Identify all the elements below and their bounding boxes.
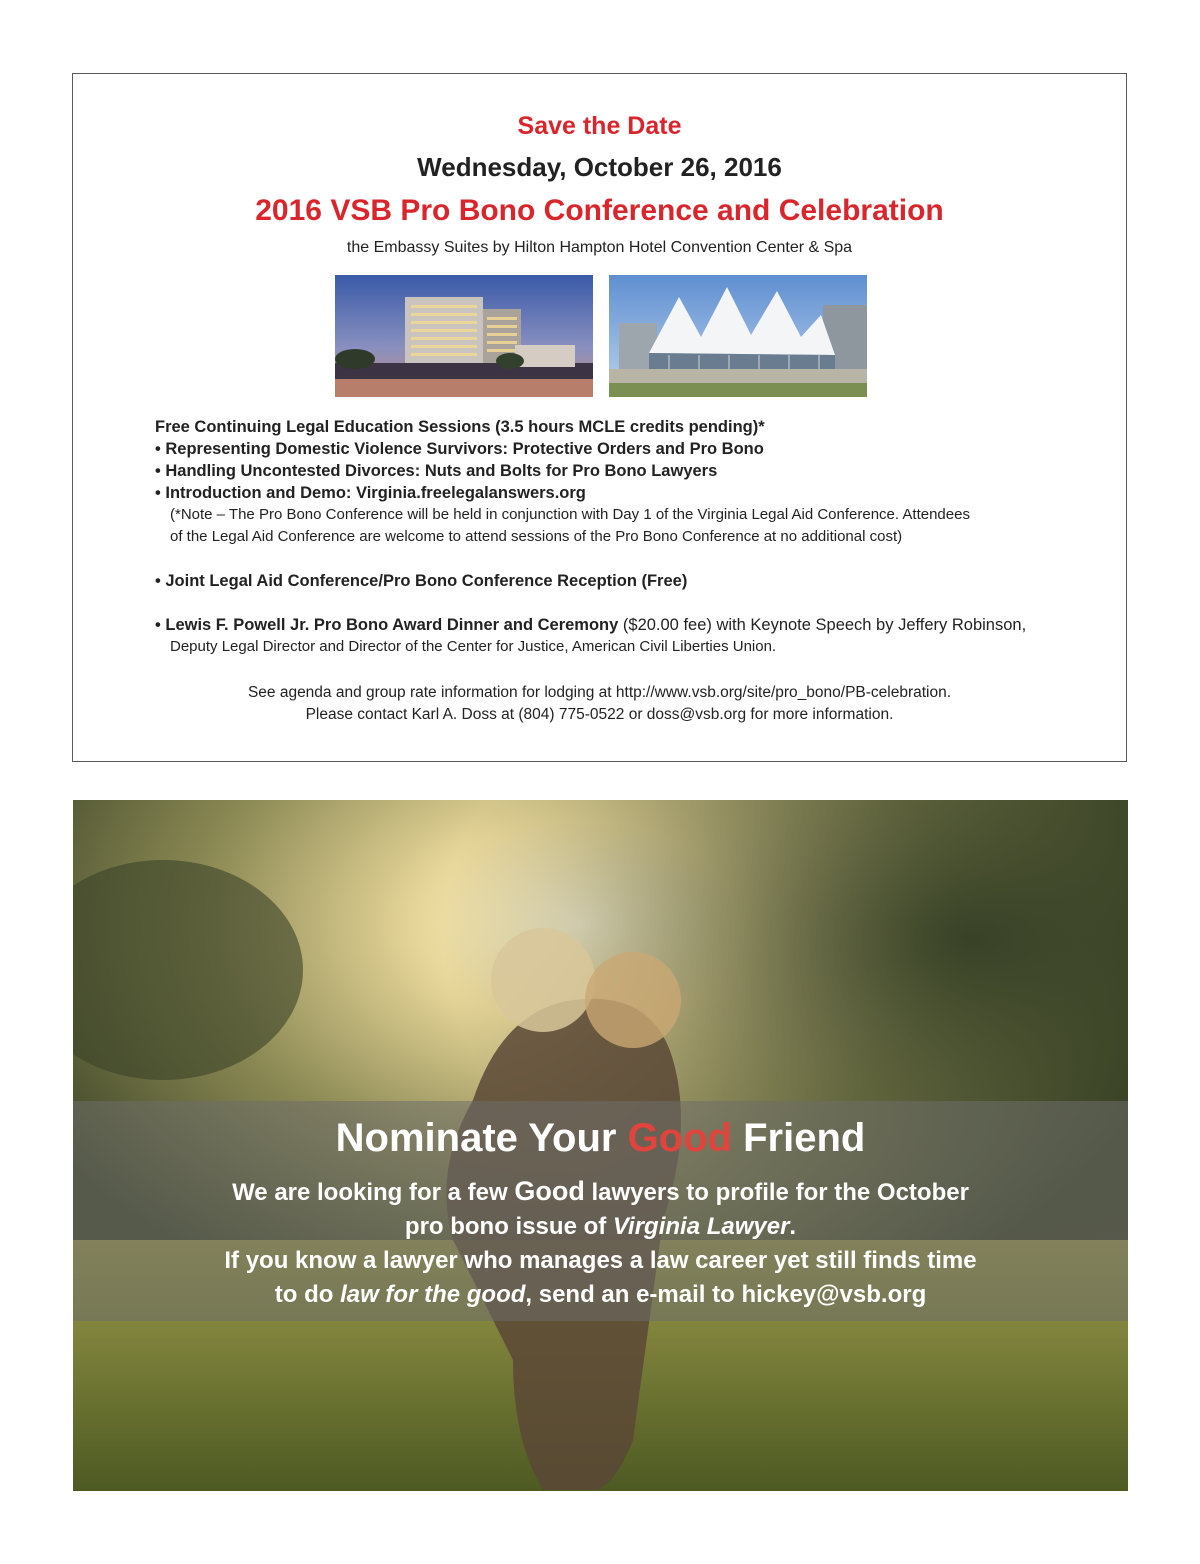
line-text: We are looking for a few [232,1179,515,1206]
save-the-date-card [72,73,1127,762]
venue-line: the Embassy Suites by Hilton Hampton Hotel Convention Center & Spa [346,239,853,256]
line-text: to do [274,1281,341,1308]
nominate-photo-panel [73,800,1128,1491]
heading-text: Nominate Your [335,1116,628,1160]
dinner-line2: Deputy Legal Director and Director of the Center for Justice, American Civil Liberties Union. [170,638,777,655]
nominate-line1 [73,1174,1128,1210]
hotel-photo [335,275,593,397]
line-text: lawyers to profile for the October [584,1179,969,1206]
contact-line: Please contact Karl A. Doss at (804) 775-0522 or doss@vsb.org for more information. [305,706,894,723]
heading-good: Good [627,1116,732,1160]
conference-title: 2016 VSB Pro Bono Conference and Celebration [255,194,944,227]
footer-info [73,682,1126,726]
reception-item: • Joint Legal Aid Conference/Pro Bono Conference Reception (Free) [155,572,688,590]
line-good: Good [514,1176,585,1206]
session-item: • Handling Uncontested Divorces: Nuts and Bolts for Pro Bono Lawyers [155,462,718,480]
nominate-heading [73,1116,1128,1161]
italic-phrase: law for the good [340,1281,526,1308]
note-line: (*Note – The Pro Bono Conference will be held in conjunction with Day 1 of the Virginia Legal Aid Conference. Attendees [170,506,970,523]
event-date: Wednesday, October 26, 2016 [417,152,782,182]
save-the-date-heading: Save the Date [517,112,682,140]
nominate-line4 [73,1278,1128,1312]
session-item: • Representing Domestic Violence Survivors: Protective Orders and Pro Bono [155,440,764,458]
convention-center-photo [609,275,867,397]
sessions-list [155,416,1055,658]
note-line: of the Legal Aid Conference are welcome to attend sessions of the Pro Bono Conference at no additional cost) [170,528,903,545]
nominate-body [73,1174,1128,1312]
line-text: pro bono issue of [404,1213,613,1240]
heading-text: Friend [731,1116,866,1160]
session-item: • Introduction and Demo: Virginia.freelegalanswers.org [155,484,586,502]
line-text: . [789,1213,797,1240]
dinner-item [155,614,1055,636]
dinner-details: ($20.00 fee) with Keynote Speech by Jeffery Robinson, [618,616,1027,634]
nominate-line2 [73,1210,1128,1244]
agenda-line: See agenda and group rate information for lodging at http://www.vsb.org/site/pro_bono/PB-celebration. [247,684,952,701]
dinner-title: • Lewis F. Powell Jr. Pro Bono Award Dinner and Ceremony [155,616,619,634]
magazine-title: Virginia Lawyer [612,1213,790,1240]
line-text: , send an e-mail to hickey@vsb.org [525,1281,927,1308]
sessions-heading: Free Continuing Legal Education Sessions (3.5 hours MCLE credits pending)* [155,418,765,436]
nominate-line3: If you know a lawyer who manages a law career yet still finds time [224,1247,977,1274]
